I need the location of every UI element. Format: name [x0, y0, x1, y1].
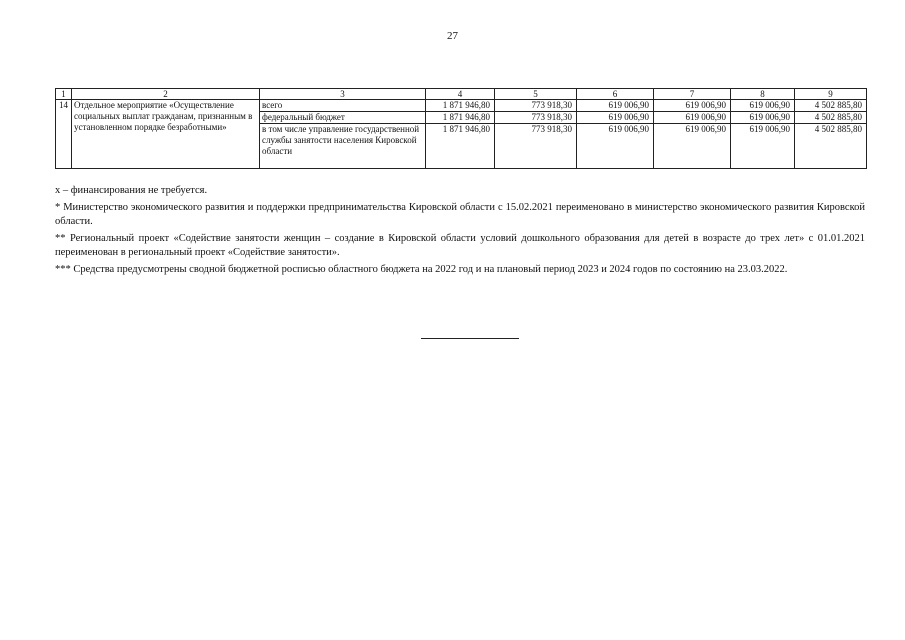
table-cell: 619 006,90 — [654, 112, 731, 124]
measure-name: Отдельное мероприятие «Осуществление социальных выплат гражданам, признанным в установленном порядке безработными» — [72, 100, 260, 169]
page-number: 27 — [447, 30, 458, 42]
footnote: ** Региональный проект «Содействие занятости женщин – создание в Кировской области условий дошкольного образования для детей в возрасте до трех лет» с 01.01.2021 переименован в региональный проект «Содействие занятости». — [55, 233, 865, 258]
footnote: * Министерство экономического развития и поддержки предпринимательства Кировской области с 15.02.2021 переименовано в министерство экономического развития Кировской области. — [55, 202, 865, 227]
table-cell: 619 006,90 — [577, 124, 654, 169]
table-cell: 4 502 885,80 — [795, 112, 867, 124]
table-cell: 773 918,30 — [495, 124, 577, 169]
row-number: 14 — [56, 100, 72, 169]
table-cell: 1 871 946,80 — [426, 124, 495, 169]
column-header: 8 — [731, 89, 795, 100]
table-cell: 1 871 946,80 — [426, 112, 495, 124]
column-header: 9 — [795, 89, 867, 100]
end-separator-line — [421, 338, 519, 339]
footnote: x – финансирования не требуется. — [55, 185, 208, 196]
column-header: 4 — [426, 89, 495, 100]
table-cell: 773 918,30 — [495, 100, 577, 112]
table-cell: 773 918,30 — [495, 112, 577, 124]
column-header: 1 — [56, 89, 72, 100]
table-cell: 4 502 885,80 — [795, 124, 867, 169]
funding-source: в том числе управление государственной службы занятости населения Кировской области — [260, 124, 426, 169]
column-header: 6 — [577, 89, 654, 100]
column-header: 5 — [495, 89, 577, 100]
table-cell: 619 006,90 — [731, 112, 795, 124]
table-cell: 1 871 946,80 — [426, 100, 495, 112]
table-cell: 619 006,90 — [654, 100, 731, 112]
table-cell: 619 006,90 — [577, 112, 654, 124]
funding-source: федеральный бюджет — [260, 112, 426, 124]
table-cell: 619 006,90 — [654, 124, 731, 169]
table-row — [56, 100, 867, 112]
column-header: 3 — [260, 89, 426, 100]
column-header: 2 — [72, 89, 260, 100]
budget-table — [55, 88, 867, 169]
column-header: 7 — [654, 89, 731, 100]
footnote: *** Средства предусмотрены сводной бюджетной росписью областного бюджета на 2022 год и на плановый период 2023 и 2024 годов по состоянию на 23.03.2022. — [55, 264, 788, 275]
table-cell: 619 006,90 — [731, 100, 795, 112]
table-header-row — [56, 89, 867, 100]
funding-source: всего — [260, 100, 426, 112]
footnotes — [55, 184, 865, 280]
table-cell: 619 006,90 — [731, 124, 795, 169]
table-cell: 619 006,90 — [577, 100, 654, 112]
table-cell: 4 502 885,80 — [795, 100, 867, 112]
